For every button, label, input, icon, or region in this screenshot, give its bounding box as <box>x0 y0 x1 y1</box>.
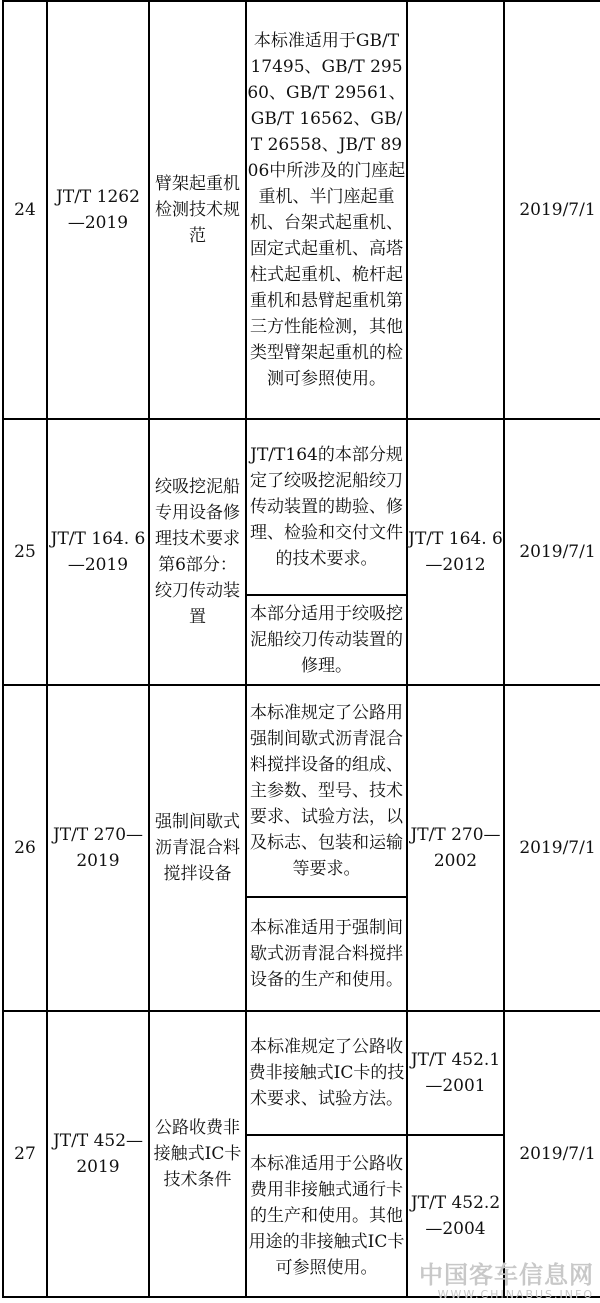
standard-description: 本标准适用于公路收费用非接触式通行卡的生产和使用。其他用途的非接触式IC卡可参照使用。 <box>246 1135 407 1297</box>
replaced-standard: JT/T 452.2—2004 <box>407 1135 504 1297</box>
row-number: 26 <box>3 685 47 1011</box>
standard-name: 臂架起重机检测技术规范 <box>149 1 246 419</box>
standard-name: 绞吸挖泥船专用设备修理技术要求 第6部分：绞刀传动装置 <box>149 419 246 685</box>
standard-code: JT/T 164. 6—2019 <box>47 419 149 685</box>
row-number: 24 <box>3 1 47 419</box>
standards-table <box>2 0 600 1298</box>
table-row <box>3 685 600 897</box>
standard-code: JT/T 270—2019 <box>47 685 149 1011</box>
replaced-standard: JT/T 164. 6—2012 <box>407 419 504 685</box>
table-row <box>3 1011 600 1135</box>
row-number: 25 <box>3 419 47 685</box>
standard-description: 本部分适用于绞吸挖泥船绞刀传动装置的修理。 <box>246 595 407 685</box>
standard-description: 本标准规定了公路用强制间歇式沥青混合料搅拌设备的组成、主参数、型号、技术要求、试验方法，以及标志、包装和运输等要求。 <box>246 685 407 897</box>
table-row <box>3 1 600 419</box>
standard-description: JT/T164的本部分规定了绞吸挖泥船绞刀传动装置的勘验、修理、检验和交付文件的技术要求。 <box>246 419 407 595</box>
watermark-cn: 中国客车信息网 <box>419 1261 594 1289</box>
standard-description: 本标准适用于GB/T 17495、GB/T 29560、GB/T 29561、GB/T 16562、GB/T 26558、JB/T 8906中所涉及的门座起重机、半门座起重机、台架式起重机、固定式起重机、高塔柱式起重机、桅杆起重机和悬臂起重机第三方性能检测，其他类型臂架起重机的检测可参照使用。 <box>246 1 407 419</box>
table-row <box>3 419 600 595</box>
replaced-standard: JT/T 452.1—2001 <box>407 1011 504 1135</box>
standard-name: 公路收费非接触式IC卡技术条件 <box>149 1011 246 1297</box>
standard-code: JT/T 452—2019 <box>47 1011 149 1297</box>
standard-description: 本标准规定了公路收费非接触式IC卡的技术要求、试验方法。 <box>246 1011 407 1135</box>
replaced-standard: JT/T 270—2002 <box>407 685 504 1011</box>
effective-date: 2019/7/1 <box>504 1011 600 1297</box>
effective-date: 2019/7/1 <box>504 1 600 419</box>
standards-table-container <box>2 0 598 1298</box>
effective-date: 2019/7/1 <box>504 419 600 685</box>
effective-date: 2019/7/1 <box>504 685 600 1011</box>
row-number: 27 <box>3 1011 47 1297</box>
standard-code: JT/T 1262—2019 <box>47 1 149 419</box>
watermark-en: WWW.CHINABUS.INFO <box>437 1288 594 1301</box>
standard-name: 强制间歇式沥青混合料搅拌设备 <box>149 685 246 1011</box>
replaced-standard <box>407 1 504 419</box>
standard-description: 本标准适用于强制间歇式沥青混合料搅拌设备的生产和使用。 <box>246 897 407 1011</box>
